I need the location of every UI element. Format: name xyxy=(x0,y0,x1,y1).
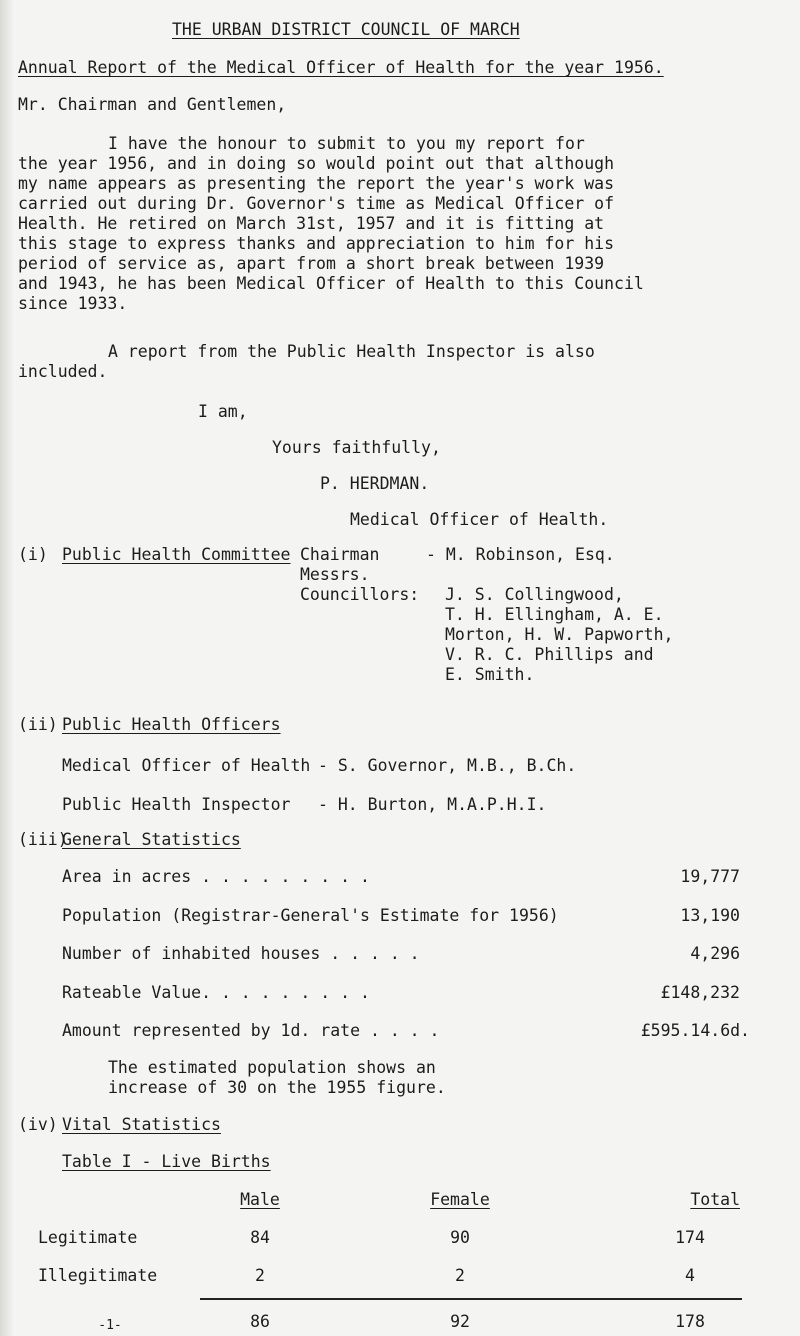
council-heading: THE URBAN DISTRICT COUNCIL OF MARCH xyxy=(172,20,520,39)
table-cell: 90 xyxy=(450,1228,470,1247)
councillor-line: T. H. Ellingham, A. E. xyxy=(445,605,664,624)
table-cell: 84 xyxy=(250,1228,270,1247)
table-cell: 2 xyxy=(255,1266,265,1285)
total-cell: 86 xyxy=(250,1312,270,1331)
committee-chairman: - M. Robinson, Esq. xyxy=(426,545,615,564)
page-edge-shadow xyxy=(0,0,14,1336)
statistic-value: £148,232 xyxy=(660,983,740,1002)
para1-line: period of service as, apart from a short break between 1939 xyxy=(18,254,605,273)
vital-heading-number: (iv) xyxy=(18,1115,58,1134)
statistic-label: Area in acres . . . . . . . . . xyxy=(62,867,370,886)
councillor-line: V. R. C. Phillips and xyxy=(445,645,654,664)
statistic-value: 19,777 xyxy=(680,867,740,886)
total-cell: 92 xyxy=(450,1312,470,1331)
para2-line: included. xyxy=(18,362,108,381)
column-header-total: Total xyxy=(690,1190,740,1209)
salutation: Mr. Chairman and Gentlemen, xyxy=(18,95,287,114)
signature: P. HERDMAN. xyxy=(320,474,430,493)
para1-line: and 1943, he has been Medical Officer of Health to this Council xyxy=(18,274,644,293)
councillor-line: J. S. Collingwood, xyxy=(445,585,624,604)
table-cell: 4 xyxy=(685,1266,695,1285)
committee-label: Councillors: xyxy=(300,585,420,604)
closing: I am, xyxy=(198,402,248,421)
statistic-label: Population (Registrar-General's Estimate for 1956) xyxy=(62,906,559,925)
officer-name: - S. Governor, M.B., B.Ch. xyxy=(318,756,577,775)
para1-line: my name appears as presenting the report the year's work was xyxy=(18,174,615,193)
officers-heading-number: (ii) xyxy=(18,715,58,734)
column-header-female: Female xyxy=(430,1190,490,1209)
para1-line: this stage to express thanks and appreciation to him for his xyxy=(18,234,615,253)
statistic-label: Rateable Value. . . . . . . . . xyxy=(62,983,370,1002)
general-heading: General Statistics xyxy=(62,830,241,849)
councillor-line: Morton, H. W. Papworth, xyxy=(445,625,674,644)
table-cell: 2 xyxy=(455,1266,465,1285)
officer-role: Public Health Inspector xyxy=(62,795,291,814)
page-number: -1- xyxy=(98,1318,122,1333)
statistic-label: Number of inhabited houses . . . . . xyxy=(62,944,420,963)
statistic-label: Amount represented by 1d. rate . . . . xyxy=(62,1021,440,1040)
para1-line: carried out during Dr. Governor's time as Medical Officer of xyxy=(18,194,615,213)
committee-label: Messrs. xyxy=(300,565,370,584)
total-cell: 178 xyxy=(675,1312,705,1331)
para1-line: the year 1956, and in doing so would point out that although xyxy=(18,154,615,173)
para1-line: since 1933. xyxy=(18,294,128,313)
officers-heading: Public Health Officers xyxy=(62,715,281,734)
general-heading-number: (iii) xyxy=(18,830,68,849)
officer-role: Medical Officer of Health xyxy=(62,756,311,775)
committee-label: Chairman xyxy=(300,545,380,564)
committee-heading-number: (i) xyxy=(18,545,48,564)
signature-title: Medical Officer of Health. xyxy=(350,510,609,529)
column-header-male: Male xyxy=(240,1190,280,1209)
vital-heading: Vital Statistics xyxy=(62,1115,221,1134)
report-title: Annual Report of the Medical Officer of Health for the year 1956. xyxy=(18,58,664,77)
population-note: increase of 30 on the 1955 figure. xyxy=(108,1078,446,1097)
statistic-value: 4,296 xyxy=(690,944,740,963)
table-title: Table I - Live Births xyxy=(62,1152,271,1171)
population-note: The estimated population shows an xyxy=(108,1058,436,1077)
para1-line: I have the honour to submit to you my report for xyxy=(108,134,585,153)
statistic-value: £595.14.6d. xyxy=(640,1021,750,1040)
valediction: Yours faithfully, xyxy=(272,438,441,457)
councillor-line: E. Smith. xyxy=(445,665,535,684)
row-label-legitimate: Legitimate xyxy=(38,1228,138,1247)
row-label-illegitimate: Illegitimate xyxy=(38,1266,158,1285)
statistic-value: 13,190 xyxy=(680,906,740,925)
committee-heading: Public Health Committee xyxy=(62,545,291,564)
para2-line: A report from the Public Health Inspector is also xyxy=(108,342,595,361)
officer-name: - H. Burton, M.A.P.H.I. xyxy=(318,795,547,814)
totals-rule xyxy=(200,1298,742,1300)
table-cell: 174 xyxy=(675,1228,705,1247)
para1-line: Health. He retired on March 31st, 1957 and it is fitting at xyxy=(18,214,605,233)
